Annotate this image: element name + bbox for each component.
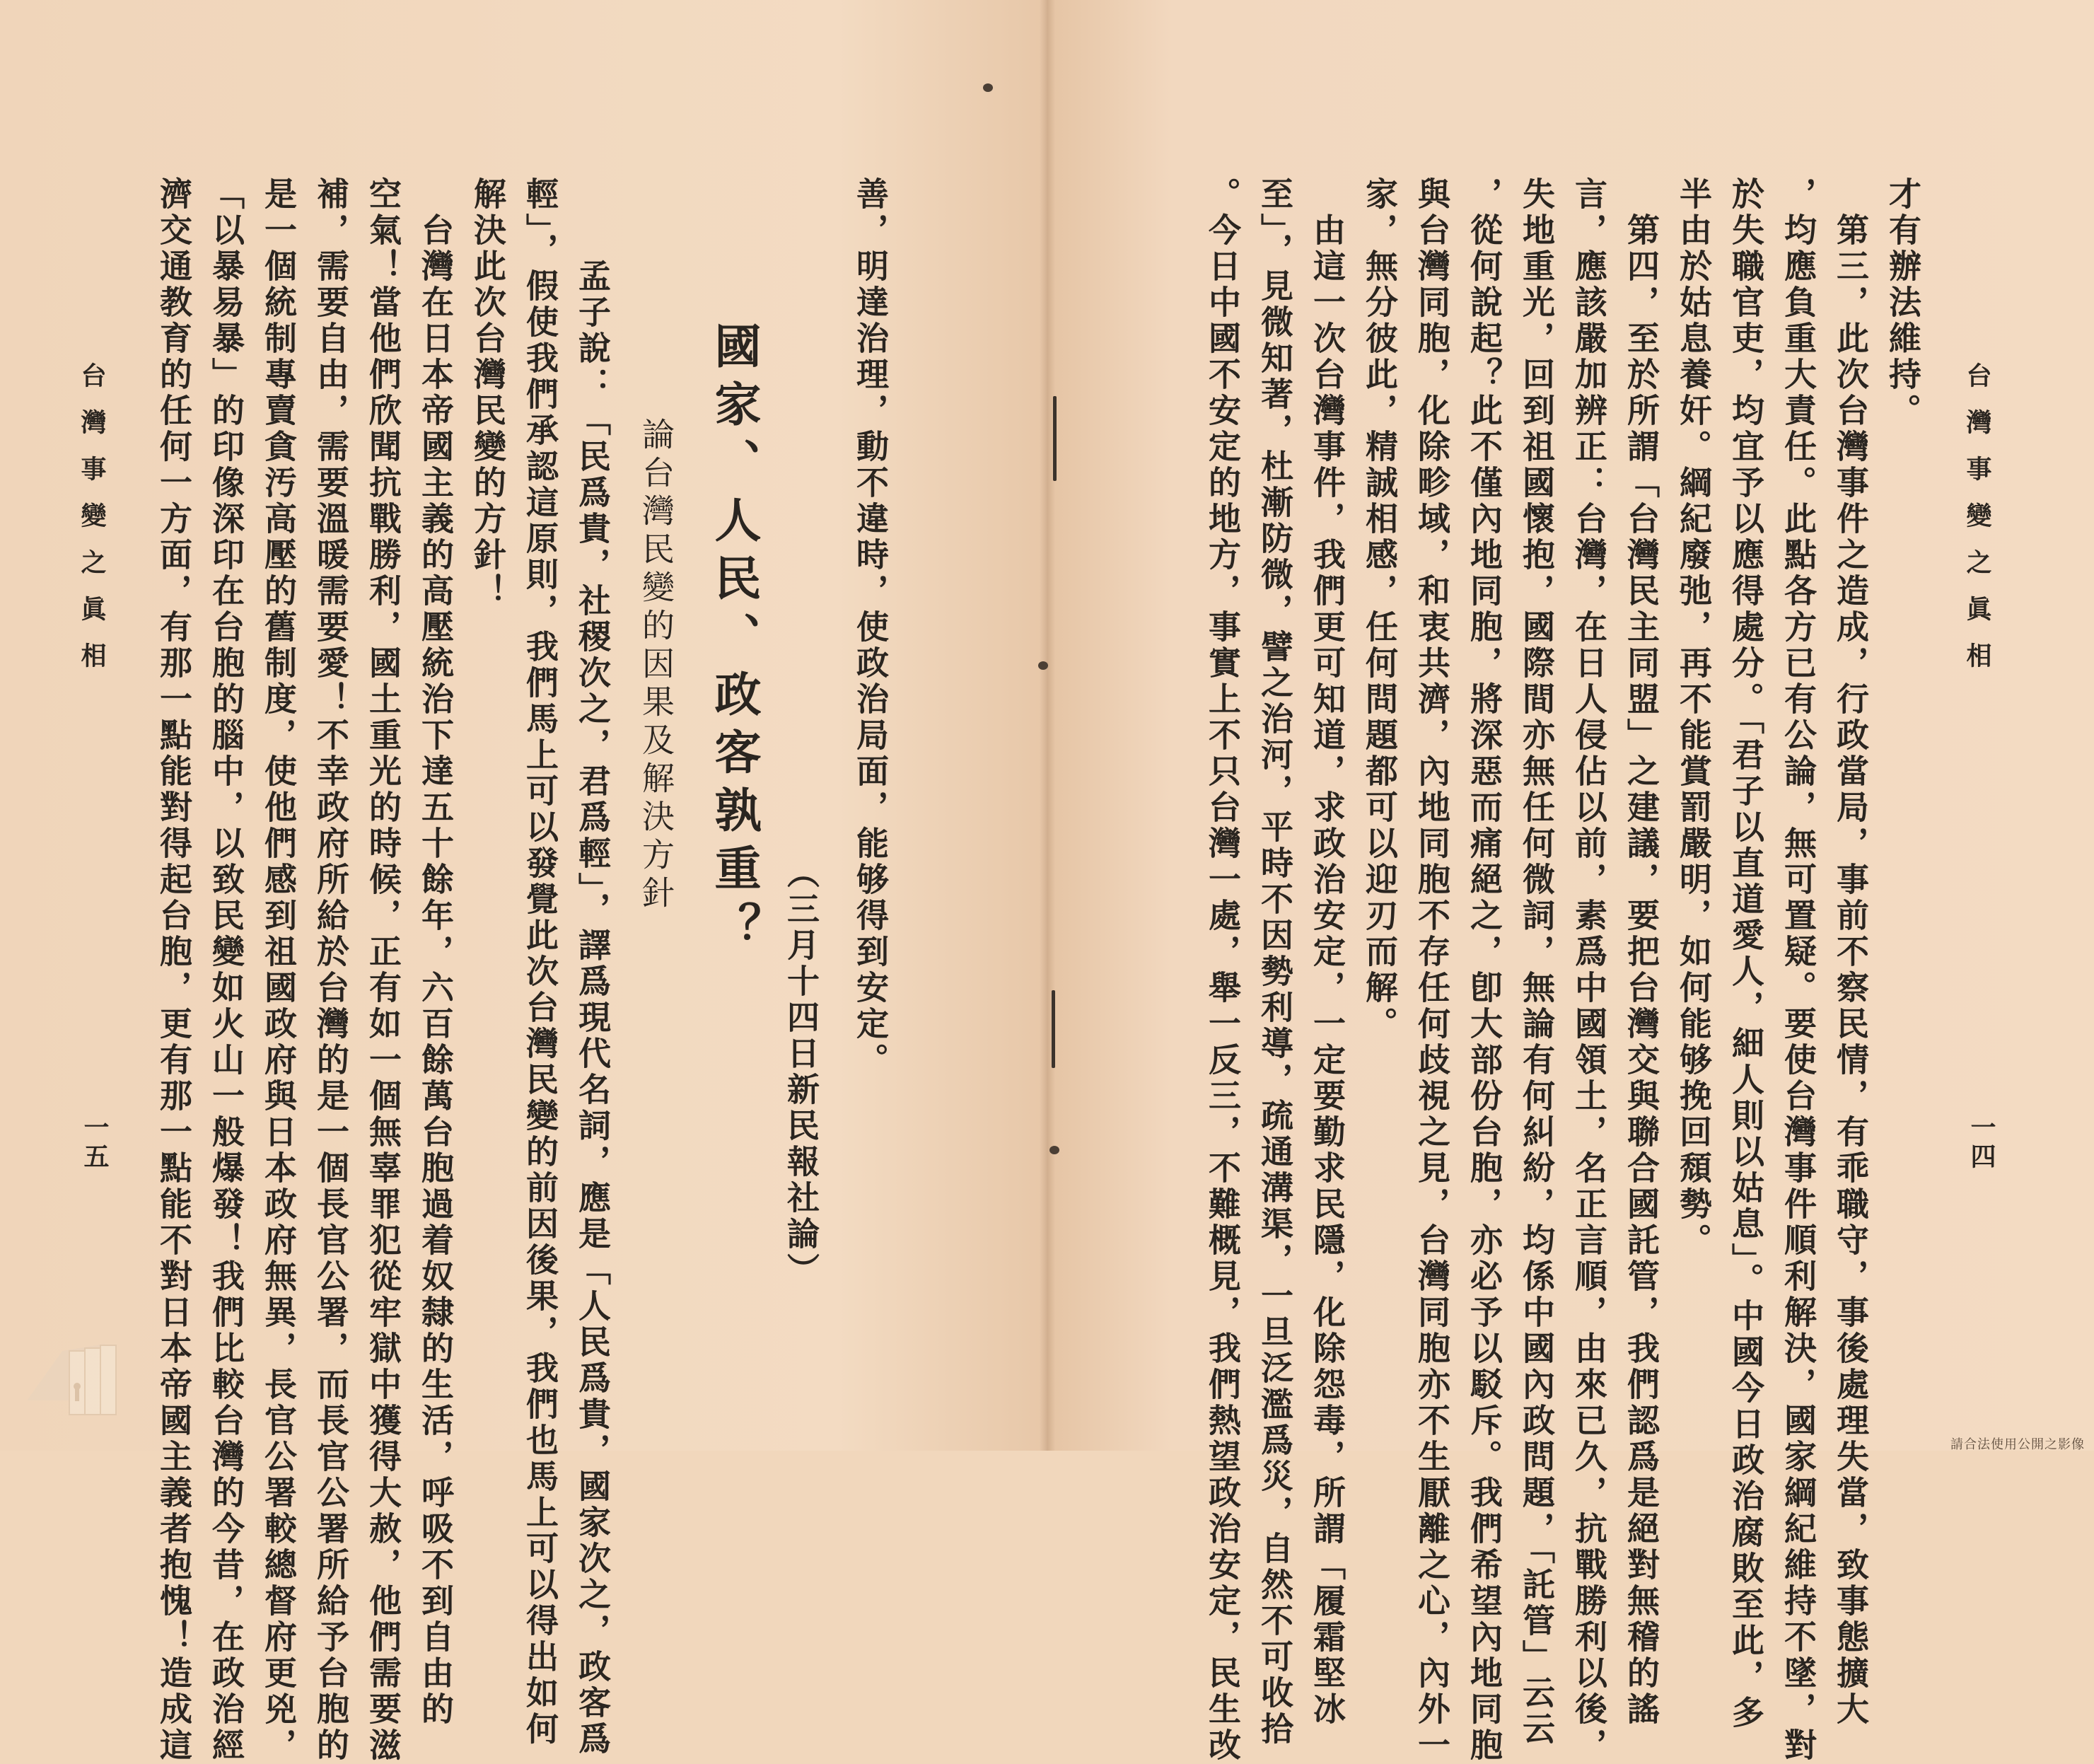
body-column: 台灣在日本帝國主義的高壓統治下達五十餘年，六百餘萬台胞過着奴隸的生活，呼吸不到自由的	[417, 177, 455, 1728]
body-column: 言，應該嚴加辨正：台灣，在日人侵佔以前，素爲中國領土，名正言順，由來已久，抗戰勝利以後，	[1570, 177, 1608, 1764]
body-column: 是一個統制專賣貪汚高壓的舊制度，使他們感到祖國政府與日本政府無異，長官公署較總督府更兇，	[260, 177, 298, 1764]
body-column: 第四，至於所謂「台灣民主同盟」之建議，要把台灣交與聯合國託管，我們認爲是絕對無稽的謠	[1622, 177, 1660, 1728]
body-column: 於失職官吏，均宜予以應得處分。「君子以直道愛人，細人則以姑息」。中國今日政治腐敗至此，多	[1727, 177, 1765, 1731]
binding-stitch	[1053, 396, 1057, 481]
body-column: 輕」，假使我們承認這原則，我們馬上可以發覺此次台灣民變的前因後果，我們也馬上可以得出如何	[521, 177, 559, 1748]
body-column: 失地重光，回到祖國懷抱，國際間亦無任何微詞，無論有何糾紛，均係中國內政問題，「託管」云云	[1518, 177, 1556, 1748]
body-column: ，均應負重大責任。此點各方已有公論，無可置疑。要使台灣事件順利解決，國家綱紀維持不墜，對	[1779, 177, 1817, 1764]
body-column: 「以暴易暴」的印像深印在台胞的腦中，以致民變如火山一般爆發！我們比較台灣的今昔，在政治經	[207, 177, 245, 1764]
running-header-right: 台灣事變之眞相	[1962, 362, 1992, 689]
body-column: 才有辦法維持。	[1884, 177, 1922, 429]
body-column: 與台灣同胞，化除畛域，和衷共濟，內地同胞不存任何歧視之見，台灣同胞亦不生厭離之心，內外一	[1413, 177, 1451, 1764]
body-column: 孟子說：「民爲貴，社稷次之，君爲輕」，譯爲現代名詞，應是「人民爲貴，國家次之，政客爲	[574, 223, 612, 1758]
page-number-left: 一五	[80, 1114, 110, 1172]
usage-notice: 請合法使用公開之影像	[1950, 1437, 2085, 1452]
body-column: 家，無分彼此，精誠相感，任何問題都可以迎刃而解。	[1361, 177, 1399, 1043]
article-subtitle: 論台灣民變的因果及解決方針	[637, 417, 675, 914]
binding-hole	[983, 83, 993, 92]
body-column: 至」，見微知著，杜漸防微，譬之治河，平時不因勢利導，疏通溝渠，一旦泛濫爲災，自然不可收拾	[1256, 177, 1294, 1748]
book-gutter	[1040, 0, 1055, 1451]
library-logo-icon	[20, 1316, 140, 1422]
body-column: 濟交通教育的任何一方面，有那一點能對得起台胞，更有那一點能不對日本帝國主義者抱愧！造成這	[155, 177, 193, 1764]
binding-stitch	[1052, 990, 1055, 1068]
body-column: 由這一次台灣事件，我們更可知道，求政治安定，一定要勤求民隱，化除怨毒，所謂「履霜堅冰	[1308, 177, 1346, 1728]
binding-hole	[1049, 1146, 1059, 1154]
body-column: 。今日中國不安定的地方，事實上不只台灣一處，舉一反三，不難概見，我們熱望政治安定，民生改	[1204, 177, 1242, 1764]
body-column: 解決此次台灣民變的方針！	[469, 177, 507, 610]
body-column: 空氣！當他們欣聞抗戰勝利，國土重光的時候，正有如一個無辜罪犯從牢獄中獲得大赦，他們需要滋	[364, 177, 402, 1764]
body-column: 半由於姑息養奸。綱紀廢弛，再不能賞罰嚴明，如何能够挽回頹勢。	[1675, 177, 1713, 1259]
running-header-left: 台灣事變之眞相	[77, 362, 107, 689]
binding-hole	[1038, 661, 1048, 670]
body-column: 補，需要自由，需要溫暖需要愛！不幸政府所給於台灣的是一個長官公署，而長官公署所給予台胞的	[312, 177, 350, 1764]
lead-column: 善，明達治理，動不違時，使政治局面，能够得到安定。	[851, 177, 890, 1079]
body-column: 第三，此次台灣事件之造成，行政當局，事前不察民情，有乖職守，事後處理失當，致事態擴大	[1832, 177, 1870, 1728]
source-note: （三月十四日新民報社論）	[782, 856, 820, 1289]
body-column: ，從何說起？此不僅內地同胞，將深惡而痛絕之，卽大部份台胞，亦必予以駁斥。我們希望內地同胞	[1465, 177, 1503, 1764]
article-title: 國家、人民、政客孰重？	[706, 322, 762, 960]
page-number-right: 一四	[1967, 1114, 1996, 1172]
